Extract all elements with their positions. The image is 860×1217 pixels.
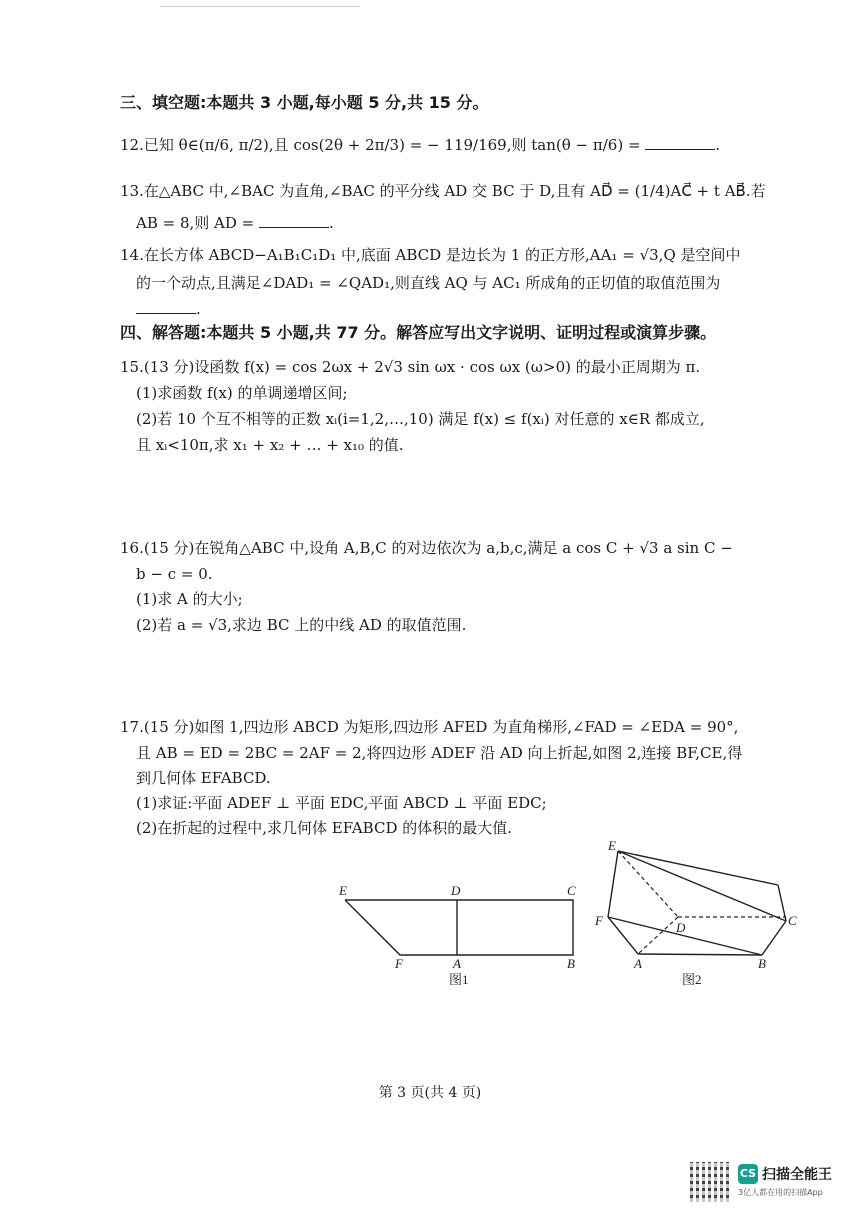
page-footer: 第 3 页(共 4 页)	[378, 1085, 482, 1101]
question-13-text: AB = 8,则 AD =	[136, 214, 255, 232]
fig1-label-B: B	[567, 956, 575, 971]
question-13-line1: 13.在△ABC 中,∠BAC 为直角,∠BAC 的平分线 AD 交 BC 于 D,且有 AD⃗ = (1/4)AC⃗ + t AB⃗.若	[120, 182, 766, 200]
question-16-line1: 16.(15 分)在锐角△ABC 中,设角 A,B,C 的对边依次为 a,b,c,满足 a cos C + √3 a sin C −	[120, 539, 733, 557]
answer-blank-12[interactable]	[645, 135, 715, 150]
question-14-line2: 的一个动点,且满足∠DAD₁ = ∠QAD₁,则直线 AQ 与 AC₁ 所成角的正切值的取值范围为	[136, 274, 721, 292]
question-14-line1: 14.在长方体 ABCD−A₁B₁C₁D₁ 中,底面 ABCD 是边长为 1 的正方形,AA₁ = √3,Q 是空间中	[120, 246, 741, 264]
fig1-caption: 图1	[449, 972, 469, 987]
fig1-label-C: C	[567, 883, 576, 898]
fig2-caption: 图2	[682, 972, 702, 987]
question-12: 12.已知 θ∈(π/6, π/2),且 cos(2θ + 2π/3) = − 119/169,则 tan(θ − π/6) = .	[120, 136, 721, 154]
fig2-label-C: C	[788, 913, 797, 928]
answer-blank-14[interactable]	[136, 299, 196, 314]
question-16-part1: (1)求 A 的大小;	[136, 590, 243, 608]
question-14-line3: .	[136, 298, 201, 320]
question-17-line2: 且 AB = ED = 2BC = 2AF = 2,将四边形 ADEF 沿 AD 向上折起,如图 2,连接 BF,CE,得	[136, 744, 743, 762]
scanner-tagline: 3亿人都在用的扫描App	[738, 1188, 823, 1197]
figure-2	[590, 835, 810, 990]
question-13-line2: AB = 8,则 AD = .	[136, 214, 334, 232]
camscanner-logo-icon: CS	[738, 1164, 758, 1184]
question-17-line1: 17.(15 分)如图 1,四边形 ABCD 为矩形,四边形 AFED 为直角梯形,∠FAD = ∠EDA = 90°,	[120, 718, 739, 736]
fig2-label-A: A	[634, 956, 642, 971]
question-15-part1: (1)求函数 f(x) 的单调递增区间;	[136, 384, 348, 402]
answer-blank-13[interactable]	[259, 213, 329, 228]
question-16-line2: b − c = 0.	[136, 565, 213, 583]
question-12-text: 12.已知 θ∈(π/6, π/2),且 cos(2θ + 2π/3) = − 119/169,则 tan(θ − π/6) =	[120, 136, 641, 154]
fig2-label-F: F	[595, 913, 603, 928]
question-15-part2a: (2)若 10 个互不相等的正数 xᵢ(i=1,2,…,10) 满足 f(x) ≤ f(xᵢ) 对任意的 x∈R 都成立,	[136, 410, 705, 428]
fig1-label-E: E	[339, 883, 347, 898]
fig2-label-E: E	[608, 838, 616, 853]
scanner-app-name: 扫描全能王	[762, 1167, 832, 1183]
question-17-part1: (1)求证:平面 ADEF ⊥ 平面 EDC,平面 ABCD ⊥ 平面 EDC;	[136, 794, 547, 812]
fig1-label-F: F	[395, 956, 403, 971]
question-16-part2: (2)若 a = √3,求边 BC 上的中线 AD 的取值范围.	[136, 616, 467, 634]
fig2-label-B: B	[758, 956, 766, 971]
figure-1	[335, 880, 595, 990]
fig2-label-D: D	[676, 920, 686, 935]
fig1-label-A: A	[453, 956, 461, 971]
fig1-label-D: D	[451, 883, 461, 898]
section4-heading: 四、解答题:本题共 5 小题,共 77 分。解答应写出文字说明、证明过程或演算步骤。	[120, 323, 717, 342]
question-17-part2: (2)在折起的过程中,求几何体 EFABCD 的体积的最大值.	[136, 819, 513, 837]
section3-heading: 三、填空题:本题共 3 小题,每小题 5 分,共 15 分。	[120, 93, 489, 112]
scanner-watermark	[690, 1158, 850, 1204]
qr-code-icon	[690, 1162, 730, 1202]
question-15-line1: 15.(13 分)设函数 f(x) = cos 2ωx + 2√3 sin ωx · cos ωx (ω>0) 的最小正周期为 π.	[120, 358, 701, 376]
question-17-line3: 到几何体 EFABCD.	[136, 769, 271, 787]
question-15-part2b: 且 xᵢ<10π,求 x₁ + x₂ + … + x₁₀ 的值.	[136, 436, 404, 454]
scan-edge-line	[160, 6, 360, 7]
